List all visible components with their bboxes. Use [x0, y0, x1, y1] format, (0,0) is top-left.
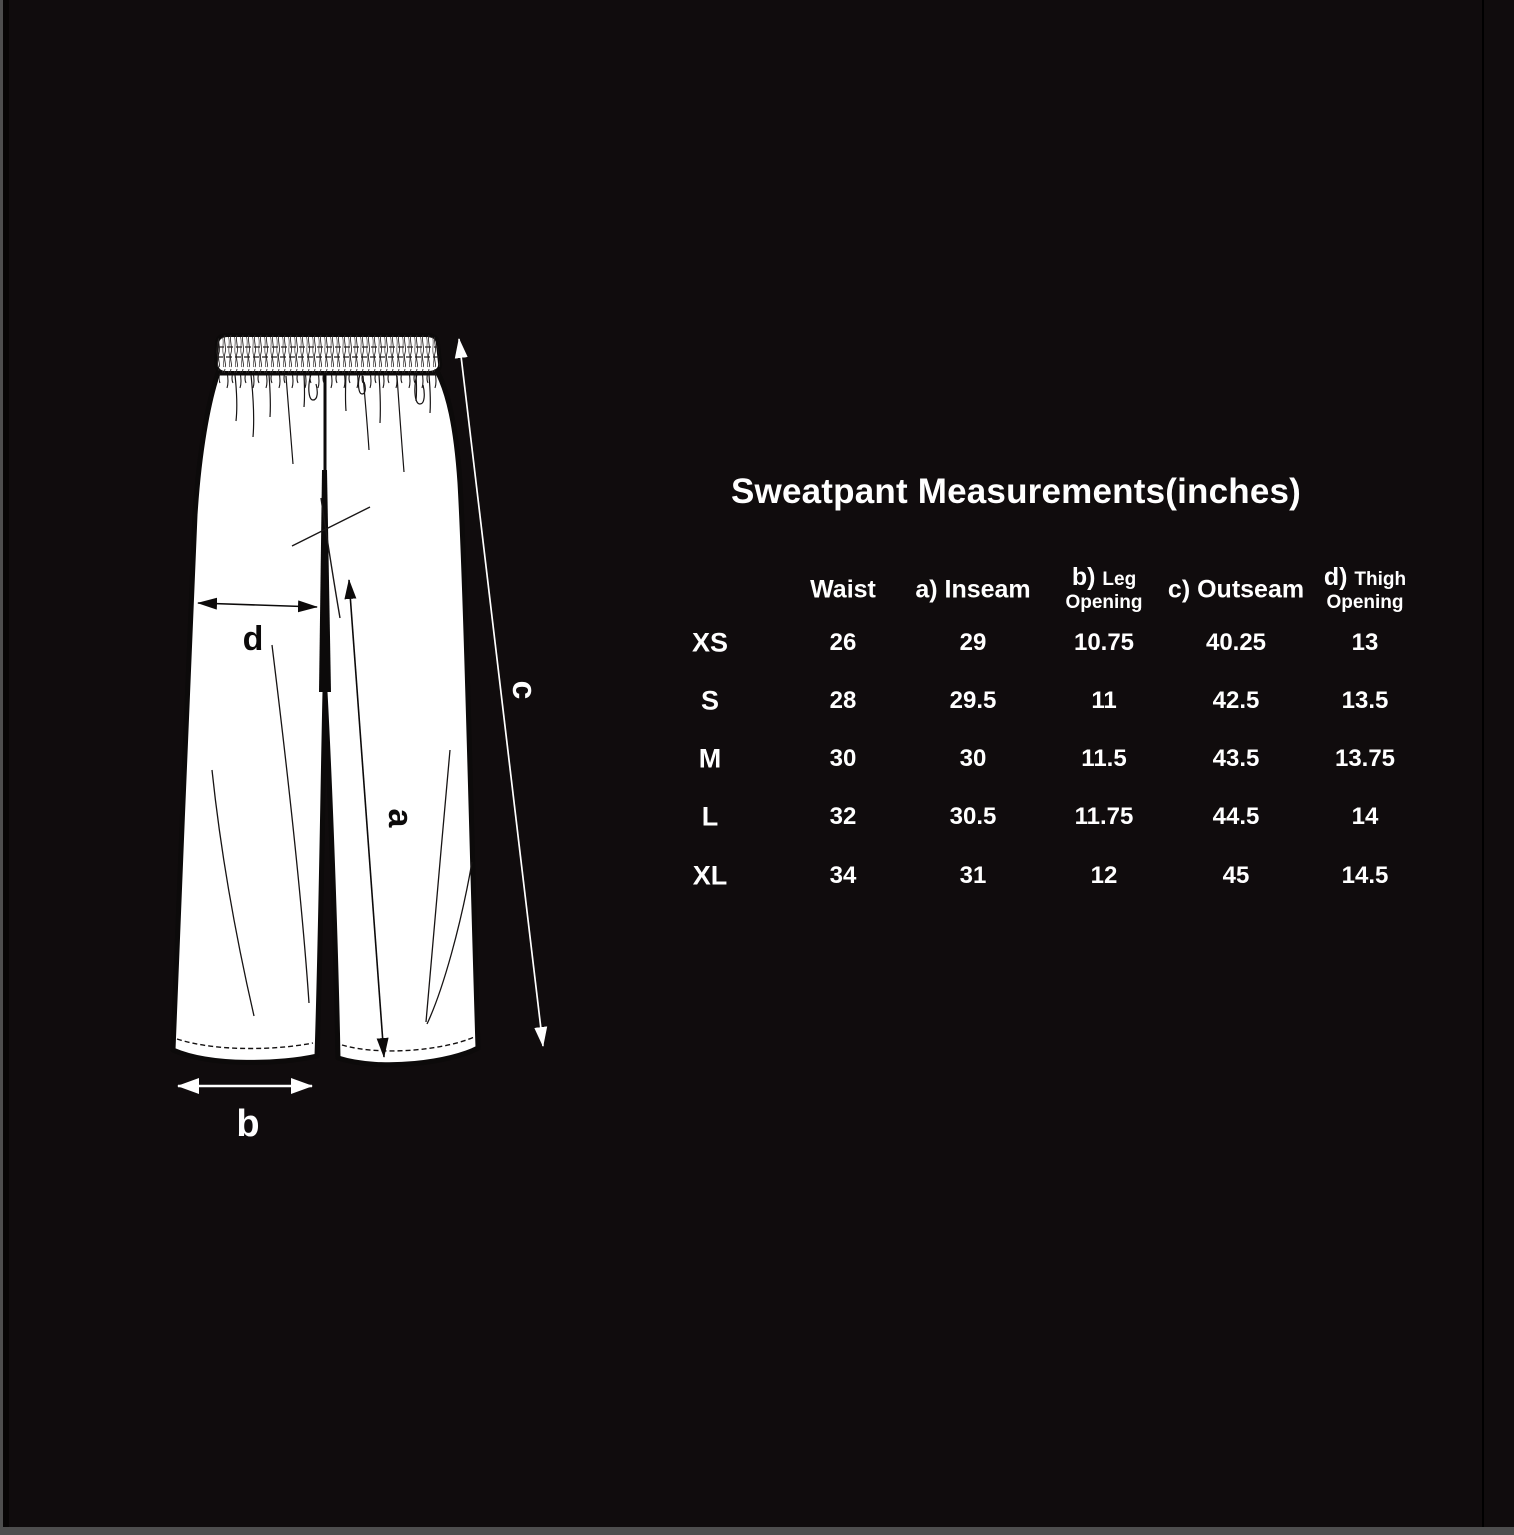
column-header-inseam: [915, 575, 1031, 604]
sweatpants-flat-sketch: [120, 300, 600, 1150]
column-header-outseam: [1167, 575, 1305, 604]
measurement-value: 30: [959, 745, 987, 772]
column-sublabel: Opening: [1065, 592, 1143, 613]
size-label: S: [700, 685, 720, 716]
measurement-value: 10.75: [1073, 629, 1135, 656]
measure-label-b: b: [236, 1103, 260, 1145]
size-label: XL: [692, 860, 728, 891]
measurement-value: 34: [829, 862, 857, 889]
measurement-value: 13.75: [1334, 745, 1396, 772]
column-label: Thigh: [1354, 569, 1407, 590]
column-prefix: d): [1323, 563, 1348, 591]
measurement-value: 44.5: [1212, 803, 1260, 830]
measurement-value: 30.5: [949, 803, 997, 830]
size-label: XS: [691, 627, 729, 658]
column-header-thigh-opening: [1323, 563, 1407, 614]
measurement-value: 11.5: [1081, 745, 1127, 772]
column-header-waist: [810, 575, 876, 604]
size-label: L: [701, 801, 719, 832]
measurement-value: 40.25: [1205, 629, 1267, 656]
measurement-value: 13: [1351, 629, 1379, 656]
column-sublabel: Opening: [1326, 592, 1404, 613]
waistband-elastic-texture: [216, 335, 440, 373]
column-prefix: a): [915, 575, 938, 604]
measurement-value: 28: [829, 687, 857, 714]
measurement-value: 42.5: [1212, 687, 1260, 714]
measure-label-d: d: [242, 620, 264, 658]
measurement-value: 14.5: [1341, 862, 1389, 889]
measurement-value: 32: [829, 803, 857, 830]
measurement-value: 11.75: [1074, 803, 1134, 830]
bottom-edge-strip: [0, 1527, 1514, 1535]
measure-label-c: c: [505, 680, 543, 700]
column-label: Waist: [810, 575, 876, 604]
measure-label-a: a: [381, 808, 419, 828]
column-header-leg-opening: [1065, 563, 1143, 614]
column-label: Outseam: [1197, 575, 1305, 604]
measurement-value: 45: [1222, 862, 1250, 889]
measurement-value: 11: [1091, 687, 1117, 714]
measurement-value: 31: [959, 862, 987, 889]
column-prefix: c): [1167, 575, 1191, 604]
left-edge-strip: [0, 0, 3, 1535]
measurement-value: 12: [1090, 862, 1118, 889]
column-label: Inseam: [944, 575, 1031, 604]
right-divider-line: [1482, 0, 1484, 1535]
measurement-value: 13.5: [1341, 687, 1389, 714]
left-edge-shadow: [3, 0, 9, 1535]
measurement-value: 43.5: [1212, 745, 1260, 772]
measurement-value: 14: [1351, 803, 1379, 830]
size-label: M: [698, 743, 722, 774]
column-label: Leg: [1102, 569, 1137, 590]
table-title: Sweatpant Measurements(inches): [730, 472, 1302, 511]
measurement-value: 29: [959, 629, 987, 656]
measurement-value: 30: [829, 745, 857, 772]
measurement-value: 29.5: [949, 687, 997, 714]
measurement-value: 26: [829, 629, 857, 656]
column-prefix: b): [1071, 563, 1096, 591]
